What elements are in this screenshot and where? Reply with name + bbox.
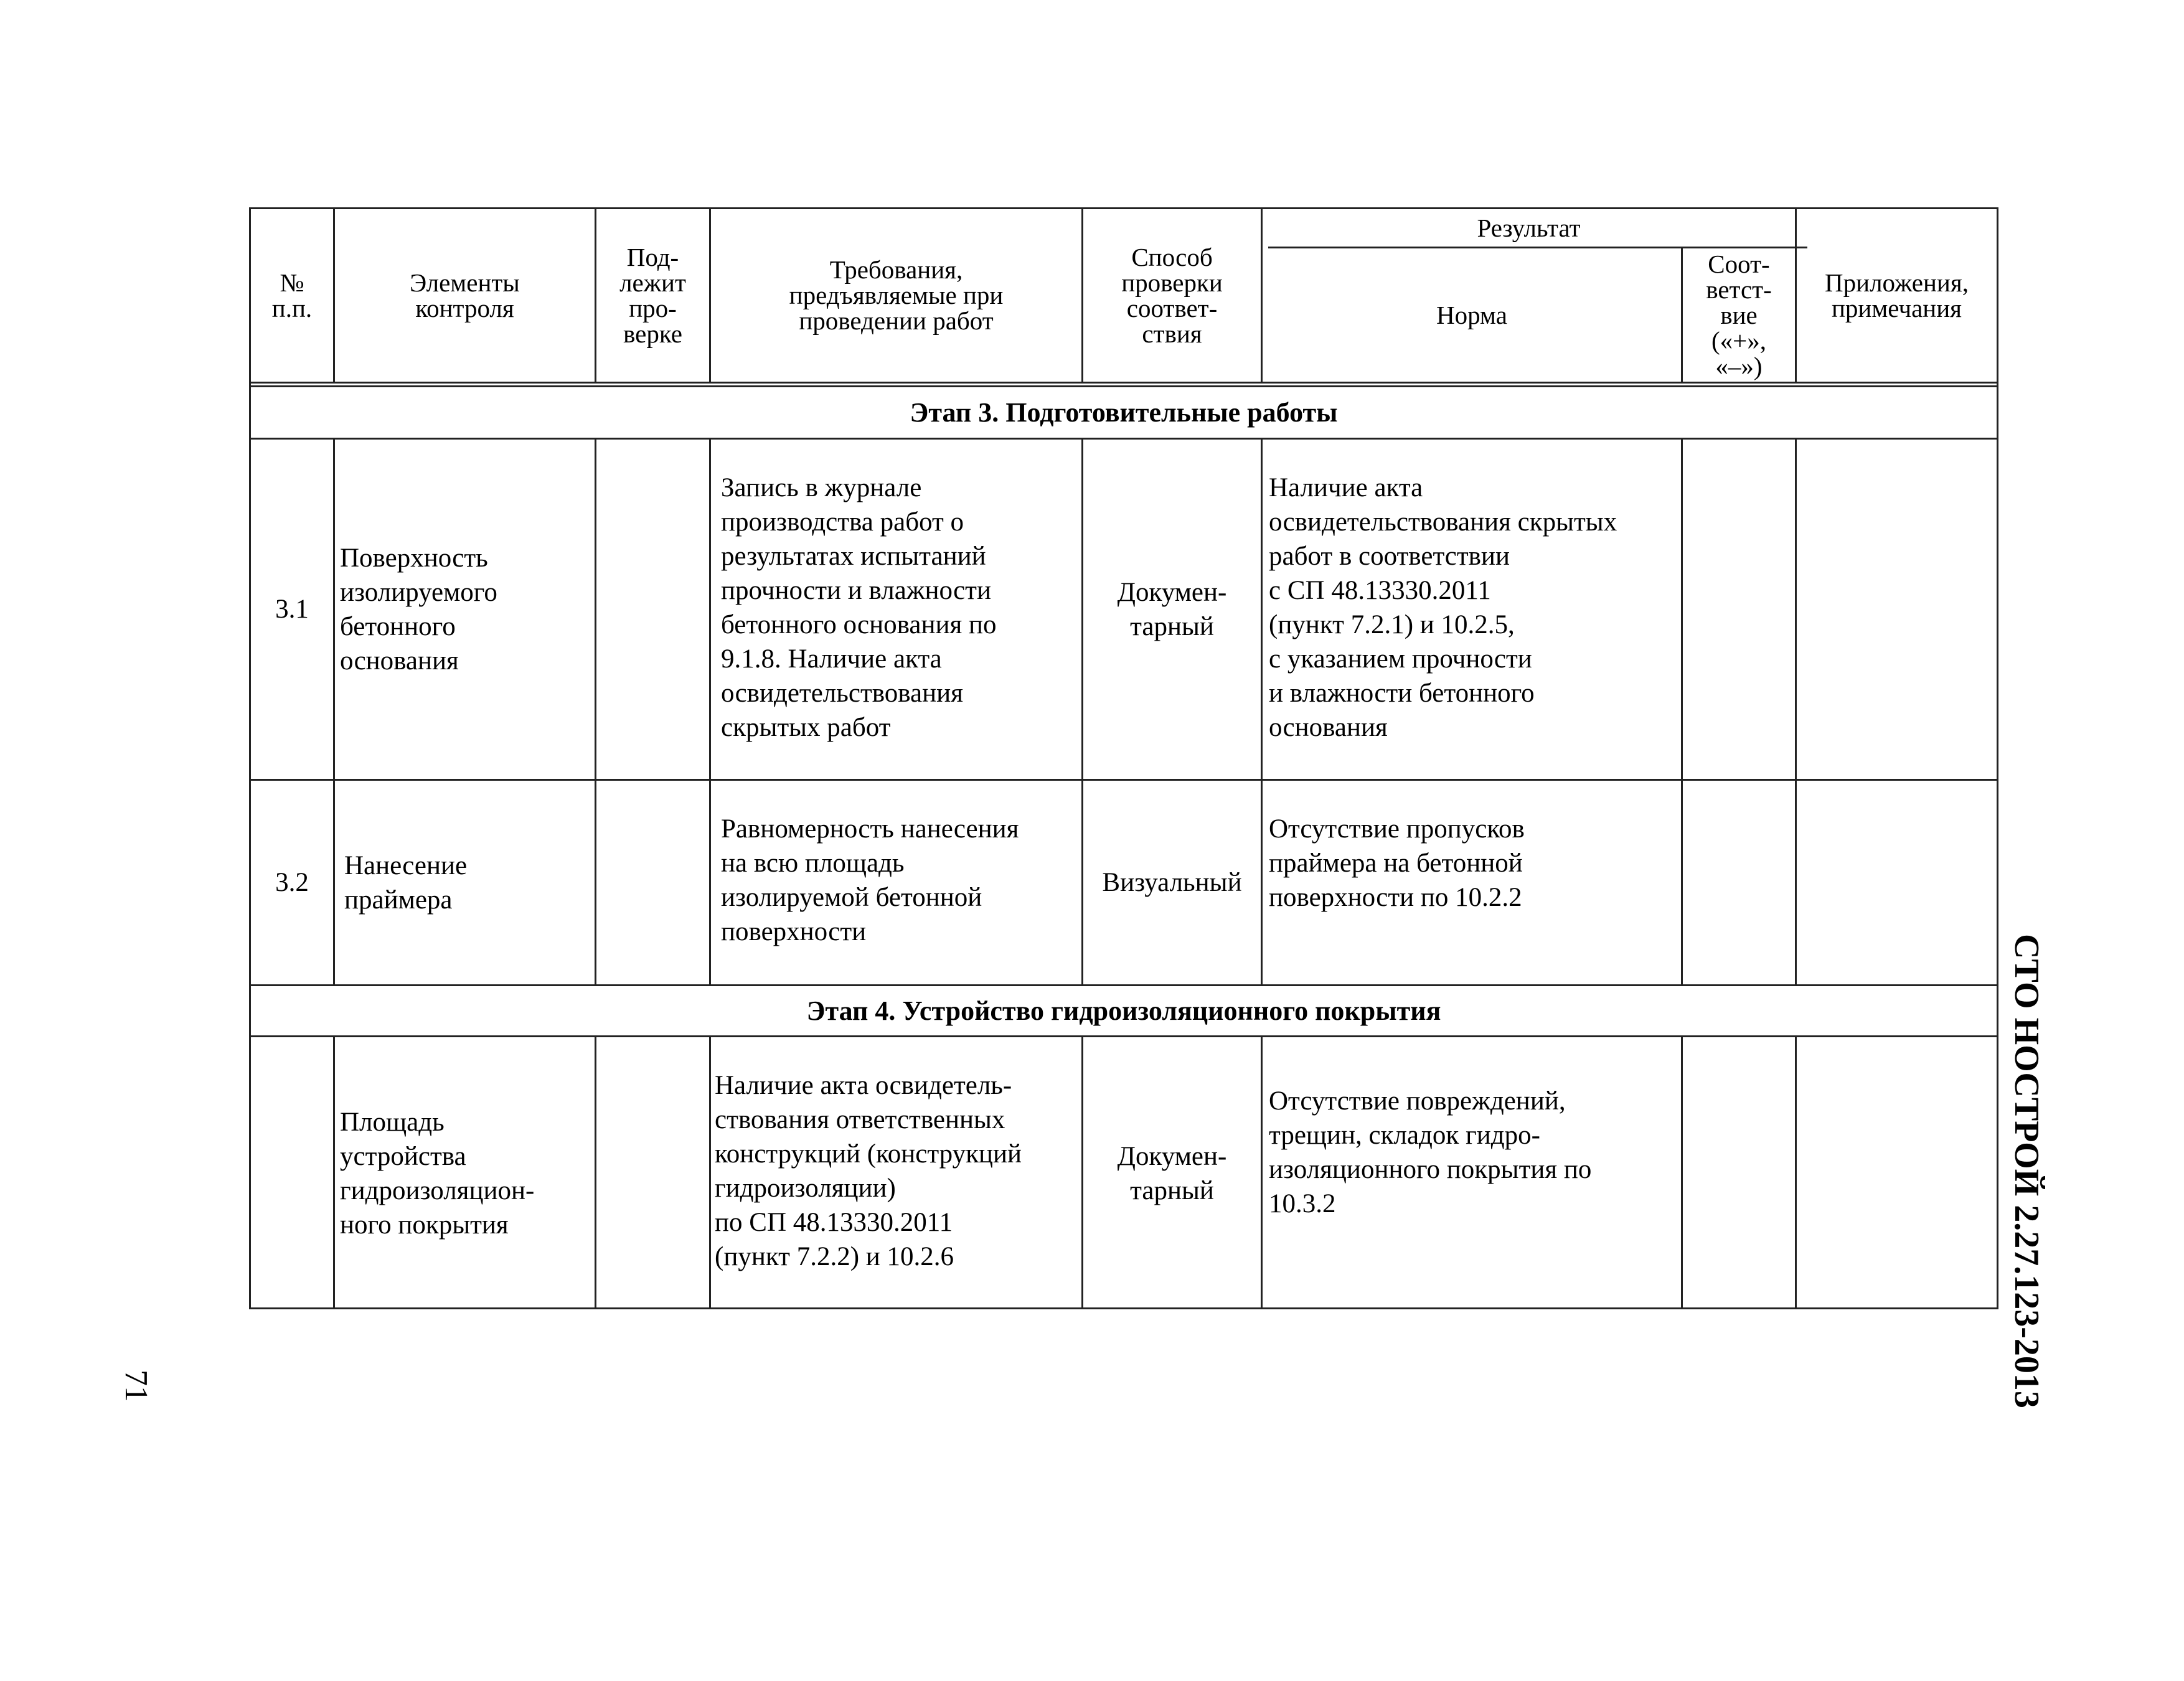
header-notes: Приложения, примечания: [1825, 268, 1969, 323]
row-3-2-num: 3.2: [275, 868, 309, 897]
row-4-method: Докумен- тарный: [1117, 1141, 1227, 1205]
row-3-1-element: Поверхность изолируемого бетонного основания: [340, 543, 497, 676]
row-3-1-method: Докумен- тарный: [1117, 577, 1227, 641]
row-3-1-norm: Наличие акта освидетельствования скрытых работ в соответствии с СП 48.13330.2011 (пункт 7.2.1) и 10.2.5, с указанием прочности и влажности бетонного основания: [1269, 473, 1617, 742]
header-num: № п.п.: [271, 268, 313, 323]
header-method: Способ проверки соответ- ствия: [1121, 242, 1223, 348]
header-elements: Элементы контроля: [410, 268, 520, 323]
header-requirements: Требования, предъявляемые при проведении работ: [789, 255, 1004, 335]
row-3-2-method: Визуальный: [1102, 868, 1242, 897]
header-norm: Норма: [1436, 300, 1507, 329]
row-3-2-norm: Отсутствие пропусков праймера на бетонной поверхности по 10.2.2: [1269, 814, 1525, 912]
stage-4-title: Этап 4. Устройство гидроизоляционного покрытия: [806, 996, 1441, 1026]
header-result: Результат: [1477, 213, 1581, 242]
row-4-num: [251, 1037, 333, 1309]
header-conformity: Соот- ветст- вие («+», «–»): [1706, 249, 1772, 380]
page-number: 71: [118, 1370, 154, 1402]
row-4-element: Площадь устройства гидроизоляцион- ного покрытия: [340, 1107, 535, 1240]
stage-3-title: Этап 3. Подготовительные работы: [910, 397, 1338, 428]
row-3-2-element: Нанесение праймера: [344, 850, 468, 915]
row-4-requirement: Наличие акта освидетель- ствования ответственных конструкций (конструкций гидроизоляции) по СП 48.13330.2011 (пункт 7.2.2) и 10.2.6: [715, 1071, 1022, 1271]
row-4-norm: Отсутствие повреждений, трещин, складок гидро- изоляционного покрытия по 10.3.2: [1269, 1086, 1592, 1218]
row-3-2-requirement: Равномерность нанесения на всю площадь изолируемой бетонной поверхности: [721, 814, 1019, 946]
row-3-1-requirement: Запись в журнале производства работ о результатах испытаний прочности и влажности бетонного основания по 9.1.8. Наличие акта освидетельствования скрытых работ: [721, 473, 997, 742]
standard-designation: СТО НОСТРОЙ 2.27.123-2013: [2007, 934, 2046, 1408]
inspection-table: [249, 207, 1998, 1309]
header-subject: Под- лежит про- верке: [619, 242, 686, 348]
row-3-1-num: 3.1: [275, 595, 309, 624]
